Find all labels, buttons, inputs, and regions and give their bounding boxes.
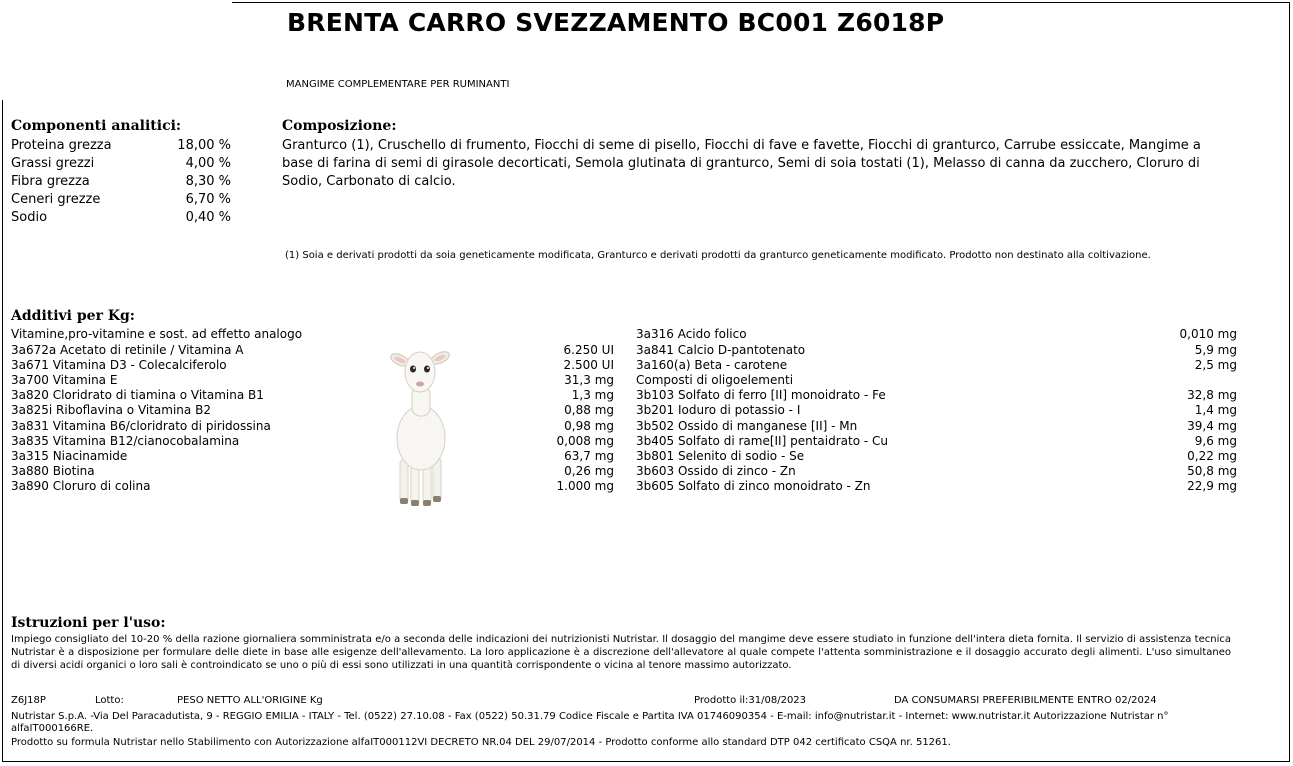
lamb-icon [380,340,460,510]
additive-row [636,343,1237,358]
additive-row [11,419,614,434]
additive-row [636,358,1237,373]
analytical-row [11,210,231,225]
additive-label: 3a315 Niacinamide [11,449,128,463]
authorization-code: alfaIT000166RE. [11,723,94,734]
analytical-value: 6,70 % [185,192,231,207]
composition-heading: Composizione: [282,118,397,134]
product-title: BRENTA CARRO SVEZZAMENTO BC001 Z6018P [287,8,945,37]
product-subtitle: MANGIME COMPLEMENTARE PER RUMINANTI [286,79,510,90]
additive-label: 3a841 Calcio D-pantotenato [636,343,806,357]
additive-value: 0,010 mg [1179,327,1237,341]
additive-label: 3a700 Vitamina E [11,373,118,387]
analytical-row [11,138,231,153]
additive-label: 3a835 Vitamina B12/cianocobalamina [11,434,240,448]
additive-value: 22,9 mg [1187,479,1237,493]
additive-row [636,434,1237,449]
additive-value: 2,5 mg [1194,358,1237,372]
additive-value: 0,26 mg [564,464,614,478]
analytical-value: 0,40 % [185,210,231,225]
additive-value: 6.250 UI [563,343,614,357]
additive-value: 50,8 mg [1187,464,1237,478]
additive-value: 9,6 mg [1194,434,1237,448]
additive-label: 3a880 Biotina [11,464,95,478]
net-weight-label: PESO NETTO ALL'ORIGINE Kg [177,695,323,706]
additive-row [11,434,614,449]
composition-text: Granturco (1), Cruschello di frumento, Fiocchi di seme di pisello, Fiocchi di fave e favette, Fiocchi di granturco, Carrube essiccate, Mangime a base di farina di semi di girasole decorticati, Semola glutinata di granturco, Semi di soia tostati (1), Melasso di canna da zucchero, Cloruro di Sodio, Carbonato di calcio. [282,138,1201,189]
additive-label: 3a831 Vitamina B6/cloridrato di piridossina [11,419,271,433]
product-code: Z6J18P [11,695,46,706]
analytical-row [11,174,231,189]
analytical-row [11,156,231,171]
additive-row [636,464,1237,479]
additive-value: 63,7 mg [564,449,614,463]
additive-value: 0,008 mg [556,434,614,448]
additive-value: 1.000 mg [556,479,614,493]
additive-row [636,388,1237,403]
analytical-value: 4,00 % [185,156,231,171]
additive-row [11,449,614,464]
additive-row [11,343,614,358]
additive-value: 32,8 mg [1187,388,1237,402]
additive-label: 3a160(a) Beta - carotene [636,358,788,372]
additive-label: 3a316 Acido folico [636,327,747,341]
additive-value: 0,88 mg [564,403,614,417]
frame-right-line [1289,2,1290,762]
additive-value: 1,3 mg [571,388,614,402]
additive-label: 3b103 Solfato di ferro [II] monoidrato - Fe [636,388,886,402]
additive-row [11,388,614,403]
additive-row [636,373,1237,388]
production-date: Prodotto il:31/08/2023 [694,695,807,706]
additive-row [11,358,614,373]
analytical-heading: Componenti analitici: [11,118,182,134]
additive-value: 5,9 mg [1194,343,1237,357]
instructions-heading: Istruzioni per l'uso: [11,615,166,631]
additive-value: 1,4 mg [1194,403,1237,417]
additive-label: 3b801 Selenito di sodio - Se [636,449,805,463]
additive-value: 2.500 UI [563,358,614,372]
additive-label: 3b201 Ioduro di potassio - I [636,403,801,417]
additive-label: 3a825i Riboflavina o Vitamina B2 [11,403,211,417]
additive-row [11,327,614,342]
frame-bottom-line [2,761,1290,762]
additive-row [636,449,1237,464]
additive-label: Vitamine,pro-vitamine e sost. ad effetto analogo [11,327,303,341]
frame-top-line [232,2,1290,3]
additive-row [636,403,1237,418]
additive-label: 3b603 Ossido di zinco - Zn [636,464,796,478]
additive-label: 3b605 Solfato di zinco monoidrato - Zn [636,479,871,493]
analytical-label: Ceneri grezze [11,192,101,207]
additive-label: 3a890 Cloruro di colina [11,479,151,493]
lot-label: Lotto: [95,695,124,706]
additive-value: 0,22 mg [1187,449,1237,463]
additive-value: 31,3 mg [564,373,614,387]
additive-row [11,403,614,418]
gmo-footnote: (1) Soia e derivati prodotti da soia geneticamente modificata, Granturco e derivati prodotti da granturco geneticamente modificato. Prodotto non destinato alla coltivazione. [285,250,1151,261]
analytical-label: Proteina grezza [11,138,112,153]
frame-left-line [2,100,3,762]
analytical-label: Sodio [11,210,48,225]
additive-row [636,419,1237,434]
analytical-label: Grassi grezzi [11,156,95,171]
additive-label: Composti di oligoelementi [636,373,794,387]
analytical-value: 8,30 % [185,174,231,189]
analytical-value: 18,00 % [177,138,231,153]
additive-row [11,464,614,479]
additive-row [11,479,614,494]
best-before-date: DA CONSUMARSI PREFERIBILMENTE ENTRO 02/2024 [894,695,1157,706]
additive-value: 0,98 mg [564,419,614,433]
analytical-label: Fibra grezza [11,174,90,189]
additive-row [11,373,614,388]
additive-label: 3b502 Ossido di manganese [II] - Mn [636,419,858,433]
analytical-row [11,192,231,207]
additive-label: 3a820 Cloridrato di tiamina o Vitamina B1 [11,388,264,402]
additives-heading: Additivi per Kg: [11,308,135,324]
company-info: Nutristar S.p.A. -Via Del Paracadutista, 9 - REGGIO EMILIA - ITALY - Tel. (0522) 27.10.08 - Fax (0522) 50.31.79 Codice Fiscale e Partita IVA 01746090354 - E-mail: info@nutristar.it - Internet: www.nutristar.it Autorizzazione Nutristar n° [11,711,1169,722]
production-note: Prodotto su formula Nutristar nello Stabilimento con Autorizzazione alfaIT000112VI DECRETO NR.04 DEL 29/07/2014 - Prodotto conforme allo standard DTP 042 certificato CSQA nr. 51261. [11,737,951,748]
instructions-text: Impiego consigliato del 10-20 % della razione giornaliera somministrata e/o a seconda delle indicazioni dei nutrizionisti Nutristar. Il dosaggio del mangime deve essere studiato in funzione dell'intera dieta fornita. Il servizio di assistenza tecnica Nutristar è a disposizione per formulare delle diete in base alle esigenze dell'allevamento. La loro applicazione è a discrezione dell'allevatore al quale compete l'attenta somministrazione e il dosaggio accurato degli alimenti. L'uso simultaneo di diversi acidi organici o loro sali è controindicato se uno o più di essi sono utilizzati in una quantità corrispondente o vicina al tenore massimo autorizzato. [11,634,1231,671]
additive-label: 3b405 Solfato di rame[II] pentaidrato - Cu [636,434,888,448]
additive-label: 3a671 Vitamina D3 - Colecalciferolo [11,358,227,372]
lamb-illustration [380,340,460,510]
additive-label: 3a672a Acetato di retinile / Vitamina A [11,343,244,357]
additive-row [636,327,1237,342]
additive-row [636,479,1237,494]
additive-value: 39,4 mg [1187,419,1237,433]
